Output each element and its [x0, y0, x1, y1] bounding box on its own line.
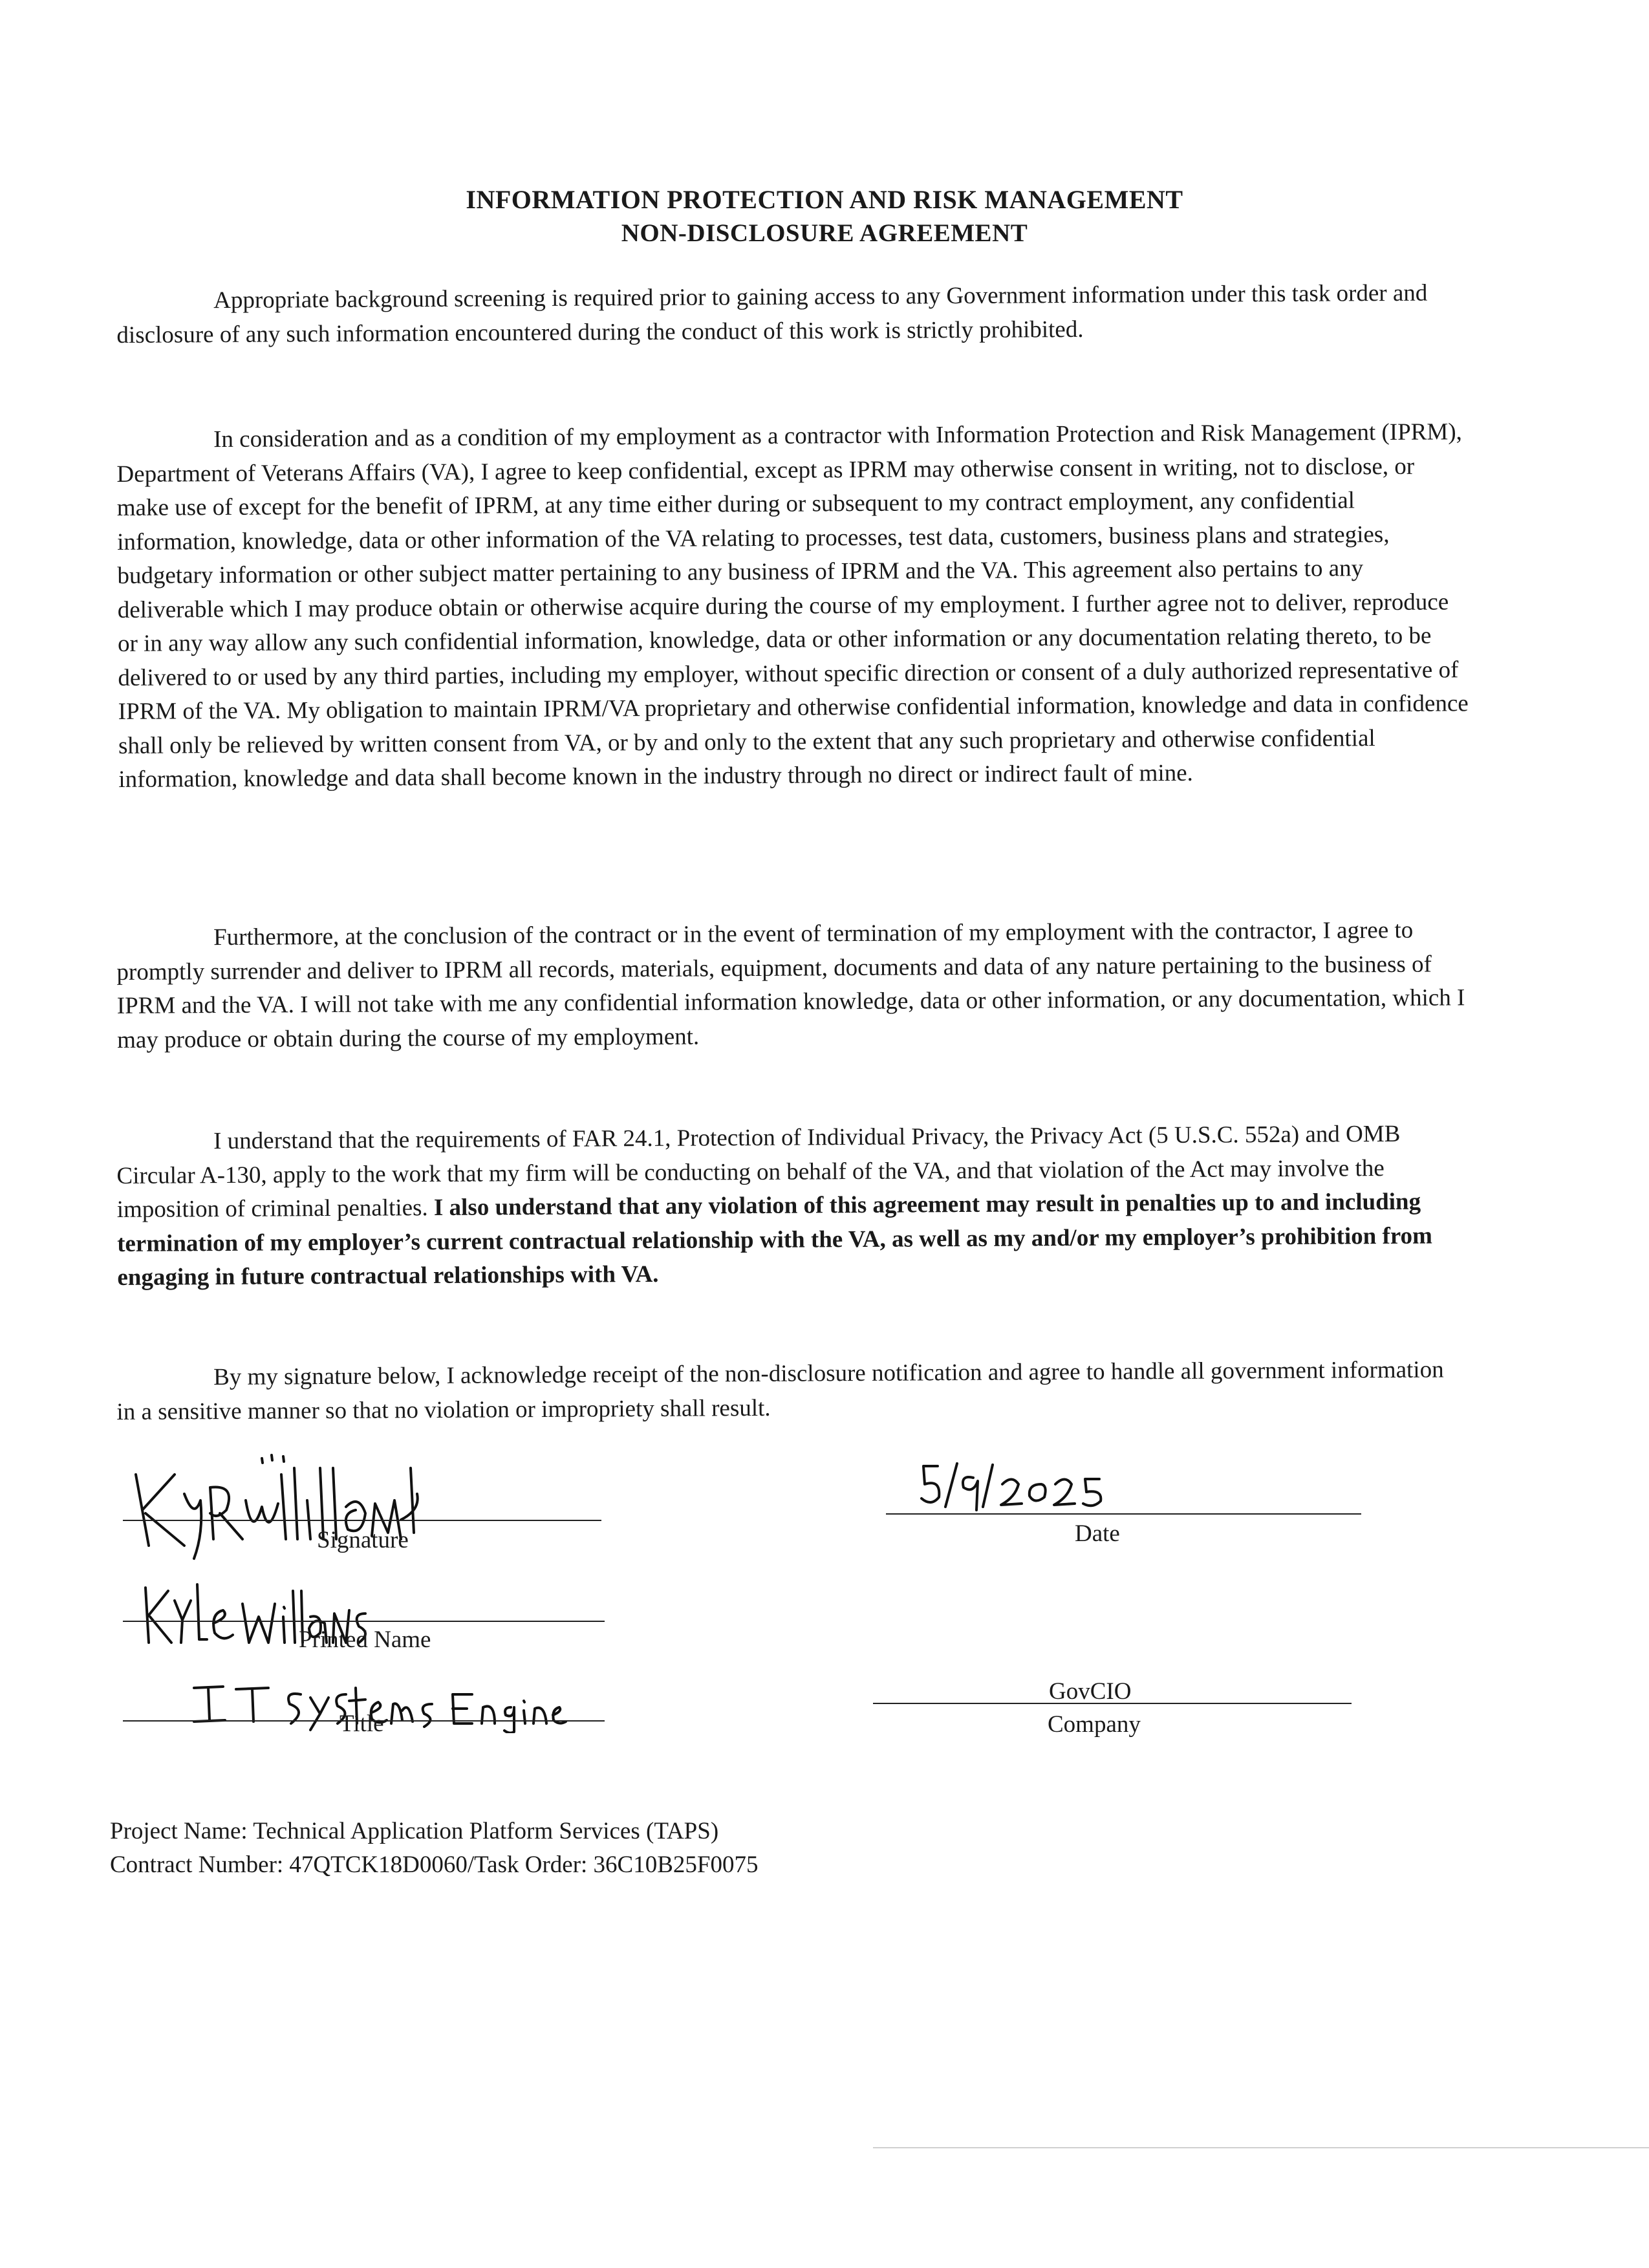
scan-artifact-line [873, 2147, 1649, 2148]
date-line [886, 1513, 1361, 1515]
date-label: Date [1075, 1520, 1120, 1547]
paragraph-privacy-act [116, 1117, 1469, 1295]
document-subtitle: NON-DISCLOSURE AGREEMENT [621, 219, 1028, 247]
paragraph-confidentiality [116, 415, 1470, 797]
paragraph-acknowledgement [116, 1353, 1469, 1429]
paragraph-text [116, 1117, 1469, 1295]
contract-number: Contract Number: 47QTCK18D0060/Task Order: 36C10B25F0075 [110, 1852, 759, 1878]
paragraph-normal-text: I understand that the requirements of FAR 24.1, Protection of Individual Privacy, the Privacy Act (5 U.S.C. 552a) and OMB Circular A-130, apply to the work that my firm will be conducting on behalf of the VA, and that violation of the Act may involve the imposition of criminal penalties. [116, 1120, 1401, 1223]
company-label: Company [1048, 1711, 1141, 1738]
paragraph-bold-text: I also understand that any violation of this agreement may result in penalties up to and including termination of my employer’s current contractual relationship with the VA, as well as my and/or my employer’s prohibition from engaging in future contractual relationships with VA. [116, 1188, 1433, 1291]
paragraph-text: By my signature below, I acknowledge receipt of the non-disclosure notification and agree to handle all government information in a sensitive manner so that no violation or impropriety shall result. [116, 1356, 1444, 1425]
handwritten-date [918, 1458, 1138, 1517]
company-line [873, 1703, 1352, 1704]
signature-label: Signature [317, 1527, 409, 1553]
printed-name-label: Printed Name [299, 1626, 431, 1653]
company-value: GovCIO [1049, 1678, 1132, 1705]
printed-name-line [123, 1621, 605, 1622]
project-name: Project Name: Technical Application Platform Services (TAPS) [110, 1818, 719, 1844]
paragraph-surrender [116, 913, 1469, 1057]
signature-line [123, 1520, 601, 1521]
document-title: INFORMATION PROTECTION AND RISK MANAGEMENT [466, 185, 1183, 214]
paragraph-text: Appropriate background screening is required prior to gaining access to any Government information under this task order and disclosure of any such information encountered during the conduct of this work is strictly prohibited. [116, 279, 1428, 349]
paragraph-screening [116, 276, 1469, 352]
paragraph-text: Furthermore, at the conclusion of the contract or in the event of termination of my employment with the contractor, I agree to promptly surrender and deliver to IPRM all records, materials, equipment, documents and data of any nature pertaining to the business of IPRM and the VA. I will not take with me any confidential information knowledge, data or other information, or any documentation, which I may produce or obtain during the course of my employment. [116, 916, 1465, 1053]
title-label: Title [339, 1711, 384, 1737]
paragraph-text: In consideration and as a condition of my employment as a contractor with Information Protection and Risk Management (IPRM), Department of Veterans Affairs (VA), I agree to keep confidential, except as IPRM may otherwise consent in writing, not to disclose, or make use of except for the benefit of IPRM, at any time either during or subsequent to my contract employment, any confidential information, knowledge, data or other information of the VA relating to processes, test data, customers, business plans and strategies, budgetary information or other subject matter pertaining to any business of IPRM and the VA. This agreement also pertains to any deliverable which I may produce obtain or otherwise acquire during the course of my employment. I further agree not to deliver, reproduce or in any way allow any such confidential information, knowledge, data or other information or any documentation relating thereto, to be delivered to or used by any third parties, including my employer, without specific direction or consent of a duly authorized representative of IPRM of the VA. My obligation to maintain IPRM/VA proprietary and otherwise confidential information, knowledge and data in confidence shall only be relieved by written consent from VA, or by and only to the extent that any such proprietary and otherwise confidential information, knowledge and data shall become known in the industry through no direct or indirect fault of mine. [116, 418, 1469, 793]
